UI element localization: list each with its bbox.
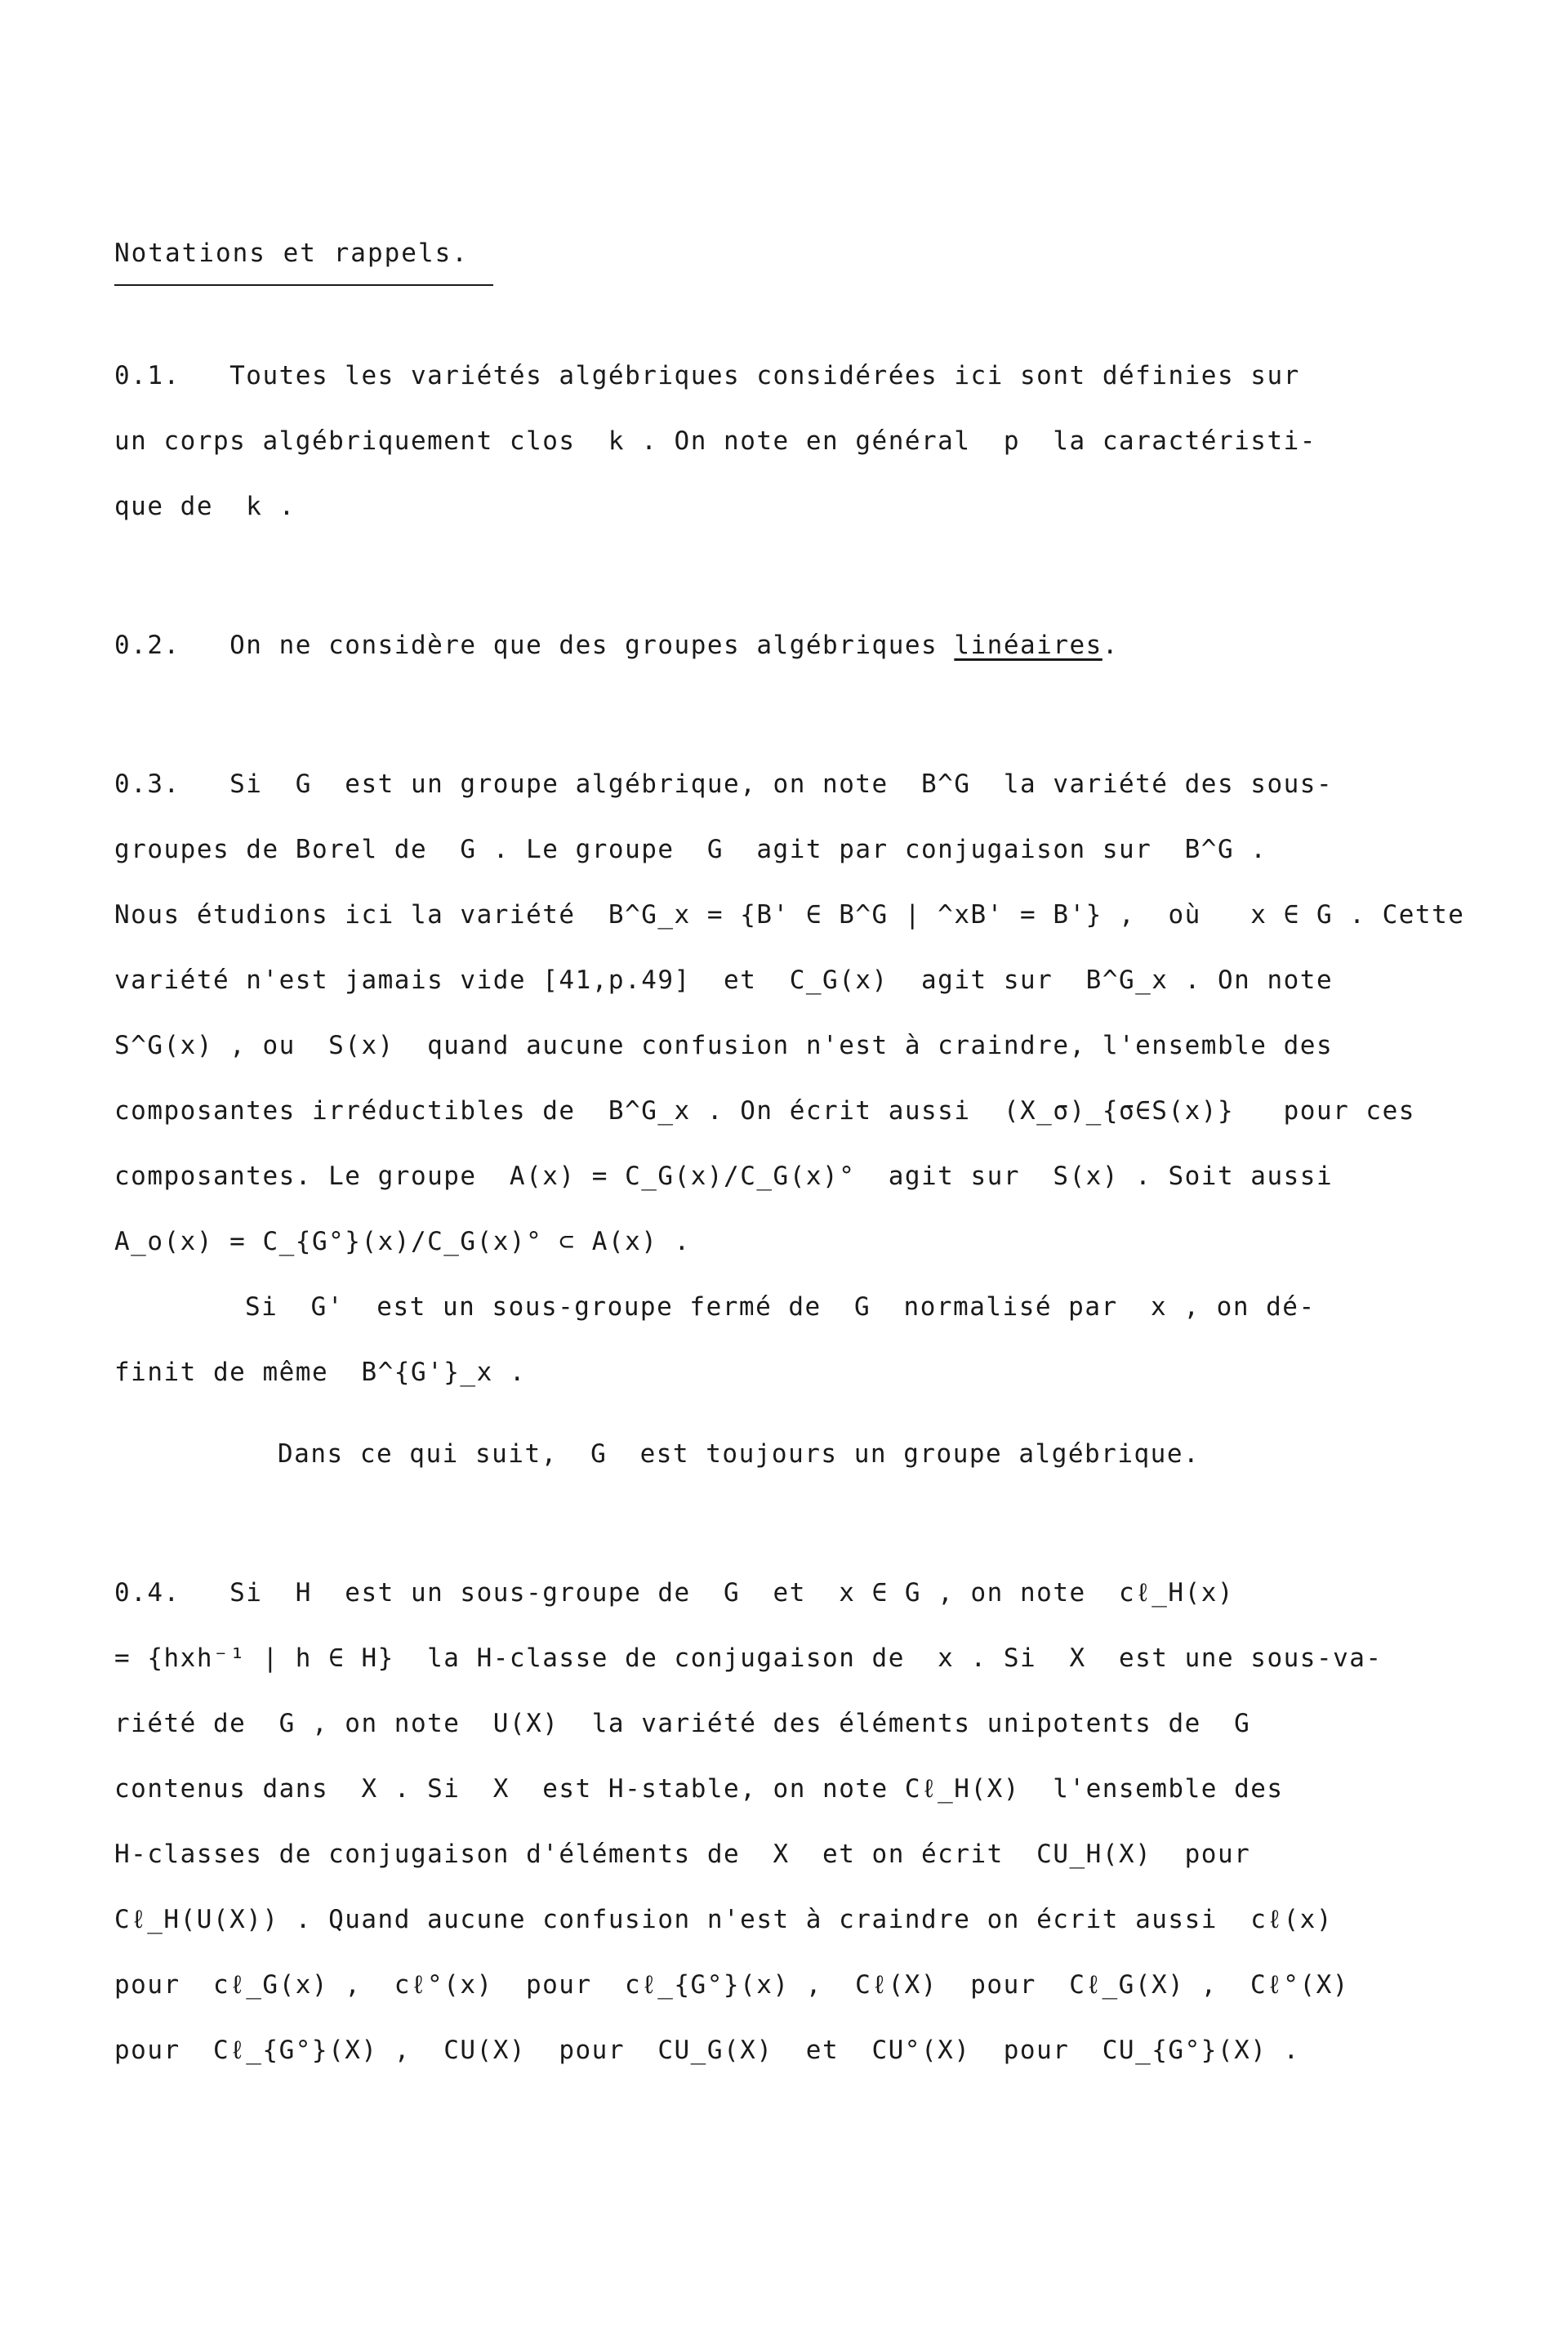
text-line: variété n'est jamais vide [41,p.49] et C_G(x) agit sur B^G_x . On note [114, 966, 1334, 995]
text-line: pour Cℓ_{G°}(X) , CU(X) pour CU_G(X) et CU°(X) pour CU_{G°}(X) . [114, 2036, 1300, 2065]
text-line: 0.4. Si H est un sous-groupe de G et x ∈ G , on note cℓ_H(x) [114, 1578, 1235, 1608]
text-line: groupes de Borel de G . Le groupe G agit par conjugaison sur B^G . [114, 835, 1267, 864]
underlined-term: linéaires [954, 631, 1102, 660]
text-line: finit de même B^{G'}_x . [114, 1358, 527, 1387]
text-line: composantes irréductibles de B^G_x . On écrit aussi (X_σ)_{σ∈S(x)} pour ces [114, 1096, 1415, 1126]
document-page [114, 204, 1465, 2083]
paragraph-0-3 [114, 751, 1465, 1487]
text-span: 0.2. On ne considère que des groupes algébriques [114, 631, 955, 660]
paragraph-0-4 [114, 1560, 1454, 2083]
paragraph-0-2 [114, 613, 1454, 678]
text-span: . [1102, 631, 1119, 660]
text-line: Cℓ_H(U(X)) . Quand aucune confusion n'est à craindre on écrit aussi cℓ(x) [114, 1905, 1333, 1934]
text-line: A_o(x) = C_{G°}(x)/C_G(x)° ⊂ A(x) . [114, 1227, 691, 1256]
text-line: pour cℓ_G(x) , cℓ°(x) pour cℓ_{G°}(x) , Cℓ(X) pour Cℓ_G(X) , Cℓ°(X) [114, 1970, 1349, 2000]
text-line: que de k . [114, 492, 296, 521]
text-line: Dans ce qui suit, G est toujours un groupe algébrique. [278, 1439, 1200, 1469]
text-line: composantes. Le groupe A(x) = C_G(x)/C_G(x)° agit sur S(x) . Soit aussi [114, 1162, 1334, 1191]
text-line: contenus dans X . Si X est H-stable, on note Cℓ_H(X) l'ensemble des [114, 1774, 1284, 1804]
paragraph-0-1 [114, 343, 1454, 539]
text-line: S^G(x) , ou S(x) quand aucune confusion n'est à craindre, l'ensemble des [114, 1031, 1334, 1060]
text-line: 0.3. Si G est un groupe algébrique, on note B^G la variété des sous- [114, 769, 1334, 799]
text-line: Si G' est un sous-groupe fermé de G normalisé par x , on dé- [245, 1292, 1316, 1322]
section-heading: Notations et rappels. [114, 229, 493, 286]
text-line: 0.1. Toutes les variétés algébriques considérées ici sont définies sur [114, 361, 1300, 390]
text-line: = {hxh⁻¹ | h ∈ H} la H-classe de conjugaison de x . Si X est une sous-va- [114, 1643, 1383, 1673]
text-line: H-classes de conjugaison d'éléments de X et on écrit CU_H(X) pour [114, 1840, 1251, 1869]
text-line: riété de G , on note U(X) la variété des éléments unipotents de G [114, 1709, 1251, 1738]
text-line: un corps algébriquement clos k . On note en général p la caractéristi- [114, 426, 1316, 456]
text-line: Nous étudions ici la variété B^G_x = {B' ∈ B^G | ^xB' = B'} , où x ∈ G . Cette [114, 900, 1465, 930]
